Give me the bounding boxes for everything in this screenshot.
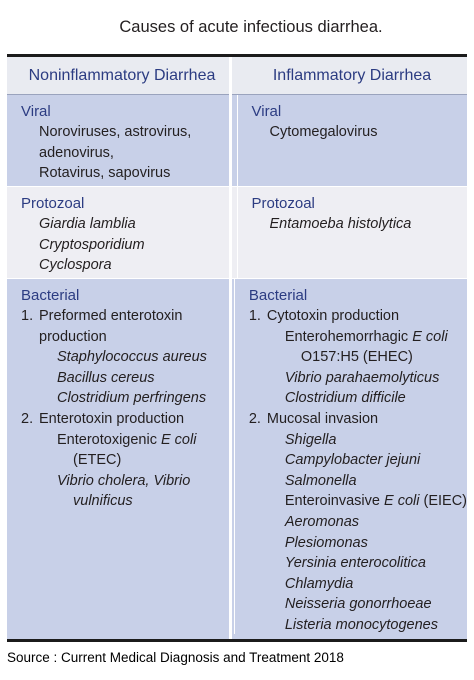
heading-continuation: production (39, 328, 107, 345)
list-item: Listeria monocytogenes (284, 616, 439, 633)
protozoal-inflammatory-cell (237, 187, 468, 278)
list-item: Giardia lamblia (39, 216, 136, 232)
protozoal-row (7, 186, 467, 279)
viral-noninflammatory-cell (7, 95, 237, 186)
item-text: Enterohemorrhagic (284, 328, 413, 345)
item-italic-text: E coli (160, 431, 197, 448)
header-inflammatory: Inflammatory Diarrhea (272, 67, 432, 84)
list-item: Vibrio cholera, Vibrio (57, 472, 191, 489)
heading-text: Mucosal invasion (266, 410, 379, 427)
numbered-heading (249, 409, 467, 430)
header-noninflammatory: Noninflammatory Diarrhea (28, 67, 216, 84)
list-item: Cytomegalovirus (269, 124, 378, 140)
list-item: adenovirus, (39, 144, 114, 161)
item-text: Enteroinvasive (284, 493, 384, 510)
list-item-continuation: O157:H5 (EHEC) (300, 349, 413, 366)
list-item: Chlamydia (284, 575, 354, 592)
category-label: Protozoal (251, 195, 315, 212)
item-italic-text: E coli (384, 493, 420, 510)
list-number: 1. (21, 308, 34, 324)
list-item (249, 491, 467, 512)
list-item: Clostridium difficile (284, 390, 406, 407)
category-label: Bacterial (248, 287, 308, 304)
category-label: Bacterial (21, 287, 80, 304)
diarrhea-causes-table (7, 54, 467, 642)
item-text: Enterotoxigenic (57, 431, 161, 448)
list-item: Campylobacter jejuni (284, 452, 421, 469)
list-item: Yersinia enterocolitica (284, 555, 426, 572)
bacterial-noninflammatory-cell (7, 279, 234, 634)
list-item: Rotavirus, sapovirus (39, 165, 171, 182)
viral-inflammatory-cell (237, 95, 468, 186)
list-item: Aeromonas (284, 513, 360, 530)
list-item: Cyclospora (39, 257, 112, 274)
list-item: Vibrio parahaemolyticus (284, 369, 440, 386)
bacterial-row (7, 279, 467, 634)
heading-text: Enterotoxin production (39, 410, 185, 427)
list-item: Bacillus cereus (57, 369, 155, 386)
list-item: Plesiomonas (284, 534, 368, 551)
protozoal-noninflammatory-cell (7, 187, 237, 278)
list-item: Entamoeba histolytica (269, 216, 412, 232)
bacterial-inflammatory-cell (234, 279, 467, 634)
numbered-heading (249, 306, 467, 327)
source-citation: Source : Current Medical Diagnosis and Treatment 2018 (7, 650, 344, 665)
list-item: Staphylococcus aureus (57, 349, 207, 366)
category-label: Viral (251, 103, 282, 120)
list-item: Shigella (284, 431, 337, 448)
list-item-continuation: (ETEC) (73, 452, 122, 469)
numbered-heading (21, 409, 234, 430)
list-item: Salmonella (284, 472, 357, 489)
list-number: 2. (248, 410, 261, 427)
list-item: Neisseria gonorrhoeae (284, 596, 432, 613)
list-item (21, 430, 234, 451)
list-item: Noroviruses, astrovirus, (39, 124, 192, 140)
numbered-heading (21, 306, 234, 327)
viral-row (7, 95, 467, 186)
category-label: Protozoal (21, 195, 85, 212)
heading-text: Cytotoxin production (266, 308, 400, 324)
list-item (249, 327, 467, 348)
item-text: (EIEC) (419, 493, 467, 510)
list-item: Clostridium perfringens (57, 390, 207, 407)
list-item-continuation: vulnificus (73, 493, 133, 510)
table-caption: Causes of acute infectious diarrhea. (119, 18, 383, 36)
category-label: Viral (21, 103, 51, 120)
list-item: Cryptosporidium (39, 236, 145, 253)
heading-text: Preformed enterotoxin (39, 308, 183, 324)
table-header-row (7, 57, 467, 95)
column-divider (229, 57, 232, 639)
list-number: 2. (21, 410, 34, 427)
list-number: 1. (248, 308, 261, 324)
item-italic-text: E coli (412, 328, 448, 345)
